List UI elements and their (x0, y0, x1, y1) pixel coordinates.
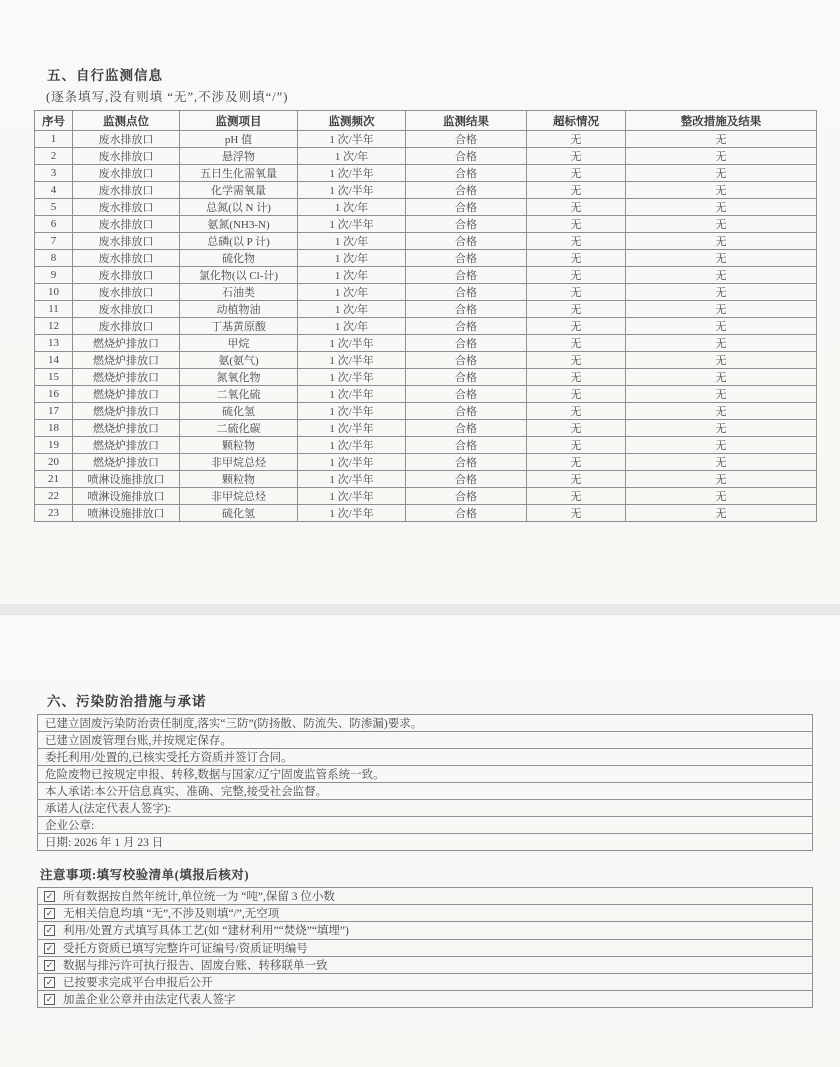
page-pollution-prevention (0, 615, 840, 1067)
table-cell: 合格 (406, 420, 527, 437)
table-cell: 无 (626, 301, 817, 318)
statement-text: 委托利用/处置的,已核实受托方资质并签订合同。 (38, 749, 813, 766)
header-row (35, 111, 817, 131)
table-cell: 悬浮物 (180, 148, 298, 165)
table-cell: 1 次/年 (298, 284, 406, 301)
table-cell: 硫化物 (180, 250, 298, 267)
table-cell: 甲烷 (180, 335, 298, 352)
table-cell: 无 (527, 437, 626, 454)
column-header: 监测频次 (298, 111, 406, 131)
table-cell: 废水排放口 (73, 199, 180, 216)
table-cell: 1 次/年 (298, 250, 406, 267)
table-cell: 无 (527, 216, 626, 233)
table-cell: 21 (35, 471, 73, 488)
table-cell: 氨(氨气) (180, 352, 298, 369)
column-header: 序号 (35, 111, 73, 131)
table-cell: 二氧化硫 (180, 386, 298, 403)
table-cell: 无 (527, 284, 626, 301)
table-cell: 动植物油 (180, 301, 298, 318)
table-cell: 无 (527, 335, 626, 352)
table-cell: 石油类 (180, 284, 298, 301)
table-cell: 合格 (406, 199, 527, 216)
monitoring-row (35, 216, 817, 233)
monitoring-row (35, 301, 817, 318)
table-cell: 9 (35, 267, 73, 284)
table-cell: 燃烧炉排放口 (73, 437, 180, 454)
table-cell: 20 (35, 454, 73, 471)
table-cell: 1 次/半年 (298, 420, 406, 437)
table-cell: 合格 (406, 505, 527, 522)
table-cell: 无 (527, 301, 626, 318)
checklist-row (38, 991, 813, 1008)
table-cell: 无 (626, 148, 817, 165)
column-header: 超标情况 (527, 111, 626, 131)
table-cell: 合格 (406, 182, 527, 199)
monitoring-row (35, 437, 817, 454)
table-cell: 燃烧炉排放口 (73, 403, 180, 420)
table-cell: 废水排放口 (73, 284, 180, 301)
table-cell: 废水排放口 (73, 131, 180, 148)
table-cell: 12 (35, 318, 73, 335)
section-title-prevention: 六、污染防治措施与承诺 (47, 694, 207, 709)
checklist-cell (38, 922, 813, 939)
monitoring-row (35, 250, 817, 267)
checklist-item-label: 利用/处置方式填写具体工艺(如 “建材利用”“焚烧”“填埋”) (63, 925, 349, 938)
table-cell: 4 (35, 182, 73, 199)
monitoring-row (35, 386, 817, 403)
section-title-monitoring: 五、自行监测信息 (47, 68, 163, 83)
table-cell: 无 (527, 386, 626, 403)
table-cell: 无 (626, 233, 817, 250)
table-cell: 二硫化碳 (180, 420, 298, 437)
table-cell: 无 (527, 131, 626, 148)
table-cell: 燃烧炉排放口 (73, 352, 180, 369)
table-cell: 颗粒物 (180, 471, 298, 488)
monitoring-row (35, 148, 817, 165)
table-cell: 无 (626, 403, 817, 420)
table-cell: 废水排放口 (73, 216, 180, 233)
table-cell: 23 (35, 505, 73, 522)
monitoring-row (35, 369, 817, 386)
monitoring-row (35, 182, 817, 199)
table-cell: 合格 (406, 335, 527, 352)
table-cell: 1 次/半年 (298, 352, 406, 369)
statement-row (38, 783, 813, 800)
statement-text: 承诺人(法定代表人签字): (38, 800, 813, 817)
statement-text: 已建立固废污染防治责任制度,落实“三防”(防扬散、防流失、防渗漏)要求。 (38, 715, 813, 732)
checked-checkbox-icon: ✓ (45, 891, 54, 902)
monitoring-table-header (35, 111, 817, 131)
checklist-cell (38, 905, 813, 922)
column-header: 整改措施及结果 (626, 111, 817, 131)
table-cell: 废水排放口 (73, 182, 180, 199)
statement-text: 已建立固废管理台账,并按规定保存。 (38, 732, 813, 749)
table-cell: 无 (626, 505, 817, 522)
table-cell: 1 次/年 (298, 267, 406, 284)
table-cell: 15 (35, 369, 73, 386)
table-cell: 无 (626, 199, 817, 216)
table-cell: 无 (527, 420, 626, 437)
monitoring-row (35, 165, 817, 182)
column-header: 监测结果 (406, 111, 527, 131)
table-cell: 1 次/半年 (298, 335, 406, 352)
checklist-item-label: 加盖企业公章并由法定代表人签字 (63, 994, 236, 1007)
verification-checklist-body (38, 888, 813, 1008)
monitoring-row (35, 284, 817, 301)
table-cell: 无 (527, 267, 626, 284)
checklist-item-label: 所有数据按自然年统计,单位统一为 “吨”,保留 3 位小数 (63, 891, 335, 904)
monitoring-row (35, 420, 817, 437)
checklist-item-label: 已按要求完成平台申报后公开 (63, 977, 213, 990)
statement-row (38, 732, 813, 749)
statement-text: 本人承诺:本公开信息真实、准确、完整,接受社会监督。 (38, 783, 813, 800)
table-cell: 11 (35, 301, 73, 318)
table-cell: 废水排放口 (73, 318, 180, 335)
statement-text: 危险废物已按规定申报、转移,数据与国家/辽宁固废监管系统一致。 (38, 766, 813, 783)
checklist-cell (38, 956, 813, 973)
table-cell: 1 次/年 (298, 148, 406, 165)
table-cell: 无 (626, 437, 817, 454)
checked-checkbox-icon: ✓ (45, 942, 54, 953)
checked-checkbox-icon: ✓ (45, 977, 54, 988)
table-cell: 总氮(以 N 计) (180, 199, 298, 216)
table-cell: 5 (35, 199, 73, 216)
checklist-row (38, 922, 813, 939)
table-cell: 无 (527, 488, 626, 505)
table-cell: 无 (527, 369, 626, 386)
table-cell: 无 (626, 386, 817, 403)
monitoring-row (35, 335, 817, 352)
table-cell: 燃烧炉排放口 (73, 386, 180, 403)
table-cell: 1 次/年 (298, 233, 406, 250)
table-cell: 无 (626, 352, 817, 369)
table-cell: 合格 (406, 267, 527, 284)
table-cell: 14 (35, 352, 73, 369)
table-cell: 非甲烷总烃 (180, 488, 298, 505)
table-cell: 1 次/年 (298, 318, 406, 335)
table-cell: 无 (626, 335, 817, 352)
table-cell: 无 (626, 131, 817, 148)
statement-row (38, 834, 813, 851)
commitment-statements-body (38, 715, 813, 851)
monitoring-row (35, 199, 817, 216)
monitoring-row (35, 318, 817, 335)
table-cell: 1 次/半年 (298, 403, 406, 420)
table-cell: 无 (527, 182, 626, 199)
table-cell: 合格 (406, 454, 527, 471)
table-cell: 无 (527, 250, 626, 267)
table-cell: 氨氮(NH3-N) (180, 216, 298, 233)
monitoring-row (35, 233, 817, 250)
table-cell: 22 (35, 488, 73, 505)
table-cell: 合格 (406, 386, 527, 403)
table-cell: 喷淋设施排放口 (73, 505, 180, 522)
checked-checkbox-icon: ✓ (45, 925, 54, 936)
checklist-row (38, 888, 813, 905)
checklist-cell (38, 888, 813, 905)
table-cell: 7 (35, 233, 73, 250)
checklist-cell (38, 973, 813, 990)
statement-row (38, 715, 813, 732)
table-cell: 1 次/半年 (298, 369, 406, 386)
checked-checkbox-icon: ✓ (45, 994, 54, 1005)
table-cell: 1 次/半年 (298, 471, 406, 488)
table-cell: 无 (626, 165, 817, 182)
checklist-row (38, 905, 813, 922)
table-cell: 废水排放口 (73, 148, 180, 165)
table-cell: 燃烧炉排放口 (73, 369, 180, 386)
table-cell: 总磷(以 P 计) (180, 233, 298, 250)
table-cell: 1 次/半年 (298, 437, 406, 454)
table-cell: 硫化氢 (180, 505, 298, 522)
checked-checkbox-icon: ✓ (45, 908, 54, 919)
checklist-cell (38, 991, 813, 1008)
table-cell: pH 值 (180, 131, 298, 148)
table-cell: 喷淋设施排放口 (73, 488, 180, 505)
table-cell: 1 次/半年 (298, 182, 406, 199)
monitoring-table (34, 110, 817, 522)
statement-text: 日期: 2026 年 1 月 23 日 (38, 834, 813, 851)
monitoring-row (35, 454, 817, 471)
table-cell: 无 (626, 369, 817, 386)
table-cell: 无 (527, 471, 626, 488)
monitoring-row (35, 267, 817, 284)
table-cell: 化学需氧量 (180, 182, 298, 199)
table-cell: 合格 (406, 284, 527, 301)
table-cell: 颗粒物 (180, 437, 298, 454)
table-cell: 无 (527, 403, 626, 420)
statement-row (38, 800, 813, 817)
table-cell: 13 (35, 335, 73, 352)
table-cell: 1 次/半年 (298, 216, 406, 233)
table-cell: 合格 (406, 216, 527, 233)
checklist-row (38, 956, 813, 973)
table-cell: 合格 (406, 233, 527, 250)
table-cell: 合格 (406, 131, 527, 148)
checklist-title: 注意事项:填写校验清单(填报后核对) (40, 868, 249, 882)
table-cell: 废水排放口 (73, 233, 180, 250)
table-cell: 10 (35, 284, 73, 301)
table-cell: 无 (626, 488, 817, 505)
table-cell: 无 (626, 250, 817, 267)
table-cell: 无 (527, 165, 626, 182)
table-cell: 无 (527, 505, 626, 522)
table-cell: 合格 (406, 165, 527, 182)
commitment-statements-table (37, 714, 813, 851)
table-cell: 丁基黄原酸 (180, 318, 298, 335)
table-cell: 1 次/半年 (298, 505, 406, 522)
checked-checkbox-icon: ✓ (45, 959, 54, 970)
monitoring-row (35, 403, 817, 420)
table-cell: 无 (626, 318, 817, 335)
table-cell: 合格 (406, 403, 527, 420)
column-header: 监测项目 (180, 111, 298, 131)
monitoring-row (35, 471, 817, 488)
monitoring-row (35, 505, 817, 522)
table-cell: 非甲烷总烃 (180, 454, 298, 471)
table-cell: 合格 (406, 471, 527, 488)
table-cell: 2 (35, 148, 73, 165)
table-cell: 8 (35, 250, 73, 267)
table-cell: 无 (527, 233, 626, 250)
monitoring-row (35, 131, 817, 148)
statement-row (38, 749, 813, 766)
table-cell: 喷淋设施排放口 (73, 471, 180, 488)
table-cell: 五日生化需氧量 (180, 165, 298, 182)
table-cell: 1 次/半年 (298, 131, 406, 148)
table-cell: 燃烧炉排放口 (73, 454, 180, 471)
table-cell: 1 次/年 (298, 199, 406, 216)
table-cell: 17 (35, 403, 73, 420)
table-cell: 无 (527, 148, 626, 165)
table-cell: 合格 (406, 352, 527, 369)
checklist-item-label: 受托方资质已填写完整许可证编号/资质证明编号 (63, 942, 308, 955)
table-cell: 无 (527, 199, 626, 216)
table-cell: 1 次/半年 (298, 454, 406, 471)
table-cell: 无 (527, 454, 626, 471)
table-cell: 氯化物(以 Cl-计) (180, 267, 298, 284)
table-cell: 无 (626, 182, 817, 199)
table-cell: 废水排放口 (73, 267, 180, 284)
table-cell: 1 次/半年 (298, 165, 406, 182)
table-cell: 19 (35, 437, 73, 454)
table-cell: 无 (527, 352, 626, 369)
verification-checklist-table (37, 887, 813, 1008)
checklist-item-label: 无相关信息均填 “无”,不涉及则填“/”,无空项 (63, 908, 280, 921)
table-cell: 16 (35, 386, 73, 403)
table-cell: 废水排放口 (73, 301, 180, 318)
statement-text: 企业公章: (38, 817, 813, 834)
checklist-item-label: 数据与排污许可执行报告、固废台账、转移联单一致 (63, 959, 328, 972)
table-cell: 无 (626, 420, 817, 437)
table-cell: 合格 (406, 488, 527, 505)
table-cell: 无 (626, 284, 817, 301)
table-cell: 6 (35, 216, 73, 233)
table-cell: 合格 (406, 148, 527, 165)
table-cell: 合格 (406, 301, 527, 318)
table-cell: 1 次/年 (298, 301, 406, 318)
table-cell: 1 次/半年 (298, 488, 406, 505)
table-cell: 无 (626, 471, 817, 488)
checklist-row (38, 939, 813, 956)
checklist-cell (38, 939, 813, 956)
table-cell: 合格 (406, 250, 527, 267)
section-fill-note: (逐条填写,没有则填 “无”,不涉及则填“/”) (46, 90, 289, 104)
statement-row (38, 817, 813, 834)
table-cell: 18 (35, 420, 73, 437)
table-cell: 废水排放口 (73, 250, 180, 267)
checklist-row (38, 973, 813, 990)
table-cell: 废水排放口 (73, 165, 180, 182)
table-cell: 氮氧化物 (180, 369, 298, 386)
table-cell: 无 (626, 267, 817, 284)
table-cell: 1 (35, 131, 73, 148)
table-cell: 合格 (406, 318, 527, 335)
table-cell: 燃烧炉排放口 (73, 335, 180, 352)
monitoring-row (35, 488, 817, 505)
table-cell: 1 次/半年 (298, 386, 406, 403)
column-header: 监测点位 (73, 111, 180, 131)
table-cell: 无 (626, 216, 817, 233)
page-break-divider (0, 603, 840, 615)
table-cell: 燃烧炉排放口 (73, 420, 180, 437)
monitoring-row (35, 352, 817, 369)
table-cell: 硫化氢 (180, 403, 298, 420)
table-cell: 合格 (406, 369, 527, 386)
table-cell: 合格 (406, 437, 527, 454)
table-cell: 无 (527, 318, 626, 335)
table-cell: 3 (35, 165, 73, 182)
table-cell: 无 (626, 454, 817, 471)
statement-row (38, 766, 813, 783)
monitoring-table-body (35, 131, 817, 522)
